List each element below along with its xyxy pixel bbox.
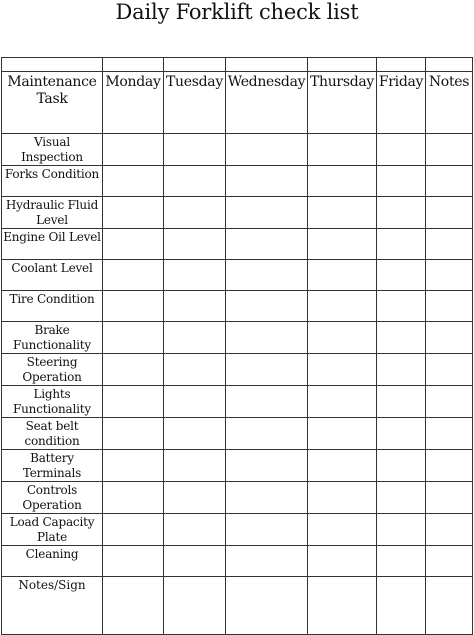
check-cell-notes[interactable] (426, 450, 473, 482)
table-row (2, 166, 473, 197)
check-cell-monday[interactable] (103, 546, 164, 577)
check-cell-thursday[interactable] (308, 260, 377, 291)
check-cell-friday[interactable] (377, 386, 426, 418)
check-cell-monday[interactable] (103, 197, 164, 229)
table-row (2, 514, 473, 546)
check-cell-monday[interactable] (103, 386, 164, 418)
notes-sign-row (2, 577, 473, 635)
table-row (2, 260, 473, 291)
check-cell-tuesday[interactable] (164, 134, 226, 166)
check-cell-tuesday[interactable] (164, 229, 226, 260)
task-label: Load Capacity Plate (2, 514, 103, 546)
sign-cell-tuesday[interactable] (164, 577, 226, 635)
table-row (2, 197, 473, 229)
check-cell-thursday[interactable] (308, 418, 377, 450)
check-cell-friday[interactable] (377, 291, 426, 322)
check-cell-thursday[interactable] (308, 450, 377, 482)
check-cell-friday[interactable] (377, 260, 426, 291)
table-row (2, 482, 473, 514)
column-header-monday: Monday (103, 72, 164, 134)
check-cell-thursday[interactable] (308, 229, 377, 260)
check-cell-tuesday[interactable] (164, 386, 226, 418)
check-cell-tuesday[interactable] (164, 166, 226, 197)
notes-sign-label: Notes/Sign (2, 577, 103, 635)
check-cell-thursday[interactable] (308, 322, 377, 354)
check-cell-wednesday[interactable] (226, 197, 308, 229)
check-cell-thursday[interactable] (308, 546, 377, 577)
check-cell-friday[interactable] (377, 197, 426, 229)
check-cell-thursday[interactable] (308, 291, 377, 322)
check-cell-wednesday[interactable] (226, 291, 308, 322)
check-cell-tuesday[interactable] (164, 482, 226, 514)
spacer-cell (2, 58, 103, 72)
check-cell-notes[interactable] (426, 482, 473, 514)
table-row (2, 354, 473, 386)
check-cell-tuesday[interactable] (164, 260, 226, 291)
check-cell-notes[interactable] (426, 134, 473, 166)
check-cell-notes[interactable] (426, 546, 473, 577)
check-cell-thursday[interactable] (308, 166, 377, 197)
check-cell-friday[interactable] (377, 482, 426, 514)
sign-cell-notes[interactable] (426, 577, 473, 635)
check-cell-notes[interactable] (426, 354, 473, 386)
check-cell-monday[interactable] (103, 166, 164, 197)
check-cell-wednesday[interactable] (226, 322, 308, 354)
check-cell-wednesday[interactable] (226, 546, 308, 577)
check-cell-monday[interactable] (103, 418, 164, 450)
task-label: Coolant Level (2, 260, 103, 291)
column-header-friday: Friday (377, 72, 426, 134)
check-cell-tuesday[interactable] (164, 354, 226, 386)
check-cell-monday[interactable] (103, 354, 164, 386)
check-cell-monday[interactable] (103, 514, 164, 546)
check-cell-friday[interactable] (377, 514, 426, 546)
spacer-cell (426, 58, 473, 72)
column-header-wednesday: Wednesday (226, 72, 308, 134)
check-cell-notes[interactable] (426, 514, 473, 546)
column-header-tuesday: Tuesday (164, 72, 226, 134)
check-cell-wednesday[interactable] (226, 134, 308, 166)
spacer-cell (377, 58, 426, 72)
check-cell-monday[interactable] (103, 291, 164, 322)
check-cell-wednesday[interactable] (226, 514, 308, 546)
check-cell-tuesday[interactable] (164, 450, 226, 482)
check-cell-notes[interactable] (426, 418, 473, 450)
spacer-cell (226, 58, 308, 72)
check-cell-monday[interactable] (103, 482, 164, 514)
check-cell-tuesday[interactable] (164, 514, 226, 546)
table-row (2, 386, 473, 418)
check-cell-friday[interactable] (377, 546, 426, 577)
check-cell-thursday[interactable] (308, 197, 377, 229)
check-cell-thursday[interactable] (308, 354, 377, 386)
check-cell-notes[interactable] (426, 322, 473, 354)
spacer-cell (103, 58, 164, 72)
sign-cell-monday[interactable] (103, 577, 164, 635)
check-cell-notes[interactable] (426, 197, 473, 229)
check-cell-wednesday[interactable] (226, 450, 308, 482)
check-cell-monday[interactable] (103, 450, 164, 482)
table-row (2, 229, 473, 260)
check-cell-wednesday[interactable] (226, 386, 308, 418)
check-cell-wednesday[interactable] (226, 166, 308, 197)
check-cell-tuesday[interactable] (164, 322, 226, 354)
sign-cell-wednesday[interactable] (226, 577, 308, 635)
check-cell-wednesday[interactable] (226, 354, 308, 386)
check-cell-tuesday[interactable] (164, 418, 226, 450)
sign-cell-friday[interactable] (377, 577, 426, 635)
check-cell-thursday[interactable] (308, 482, 377, 514)
sign-cell-thursday[interactable] (308, 577, 377, 635)
check-cell-tuesday[interactable] (164, 291, 226, 322)
check-cell-notes[interactable] (426, 260, 473, 291)
task-label: Controls Operation (2, 482, 103, 514)
check-cell-thursday[interactable] (308, 386, 377, 418)
check-cell-wednesday[interactable] (226, 418, 308, 450)
check-cell-thursday[interactable] (308, 134, 377, 166)
check-cell-monday[interactable] (103, 322, 164, 354)
check-cell-wednesday[interactable] (226, 229, 308, 260)
task-label: Cleaning (2, 546, 103, 577)
table-row (2, 322, 473, 354)
checklist-table (1, 57, 473, 635)
column-header-task: Maintenance Task (2, 72, 103, 134)
task-label: Seat belt condition (2, 418, 103, 450)
spacer-cell (164, 58, 226, 72)
check-cell-monday[interactable] (103, 134, 164, 166)
table-row (2, 546, 473, 577)
check-cell-notes[interactable] (426, 166, 473, 197)
task-label: Steering Operation (2, 354, 103, 386)
task-label: Forks Condition (2, 166, 103, 197)
task-label: Tire Condition (2, 291, 103, 322)
check-cell-wednesday[interactable] (226, 260, 308, 291)
check-cell-friday[interactable] (377, 450, 426, 482)
check-cell-tuesday[interactable] (164, 197, 226, 229)
task-label: Visual Inspection (2, 134, 103, 166)
task-label: Engine Oil Level (2, 229, 103, 260)
check-cell-friday[interactable] (377, 418, 426, 450)
table-row (2, 291, 473, 322)
task-label: Hydraulic Fluid Level (2, 197, 103, 229)
check-cell-friday[interactable] (377, 354, 426, 386)
header-row (2, 72, 473, 134)
check-cell-wednesday[interactable] (226, 482, 308, 514)
task-label: Brake Functionality (2, 322, 103, 354)
check-cell-monday[interactable] (103, 229, 164, 260)
table-row (2, 418, 473, 450)
spacer-row (2, 58, 473, 72)
task-label: Lights Functionality (2, 386, 103, 418)
spacer-cell (308, 58, 377, 72)
column-header-notes: Notes (426, 72, 473, 134)
column-header-thursday: Thursday (308, 72, 377, 134)
check-cell-monday[interactable] (103, 260, 164, 291)
check-cell-friday[interactable] (377, 322, 426, 354)
check-cell-notes[interactable] (426, 291, 473, 322)
check-cell-notes[interactable] (426, 229, 473, 260)
check-cell-friday[interactable] (377, 166, 426, 197)
table-row (2, 450, 473, 482)
check-cell-thursday[interactable] (308, 514, 377, 546)
table-row (2, 134, 473, 166)
checklist-title: Daily Forklift check list (115, 0, 359, 24)
check-cell-friday[interactable] (377, 134, 426, 166)
check-cell-friday[interactable] (377, 229, 426, 260)
check-cell-notes[interactable] (426, 386, 473, 418)
task-label: Battery Terminals (2, 450, 103, 482)
check-cell-tuesday[interactable] (164, 546, 226, 577)
